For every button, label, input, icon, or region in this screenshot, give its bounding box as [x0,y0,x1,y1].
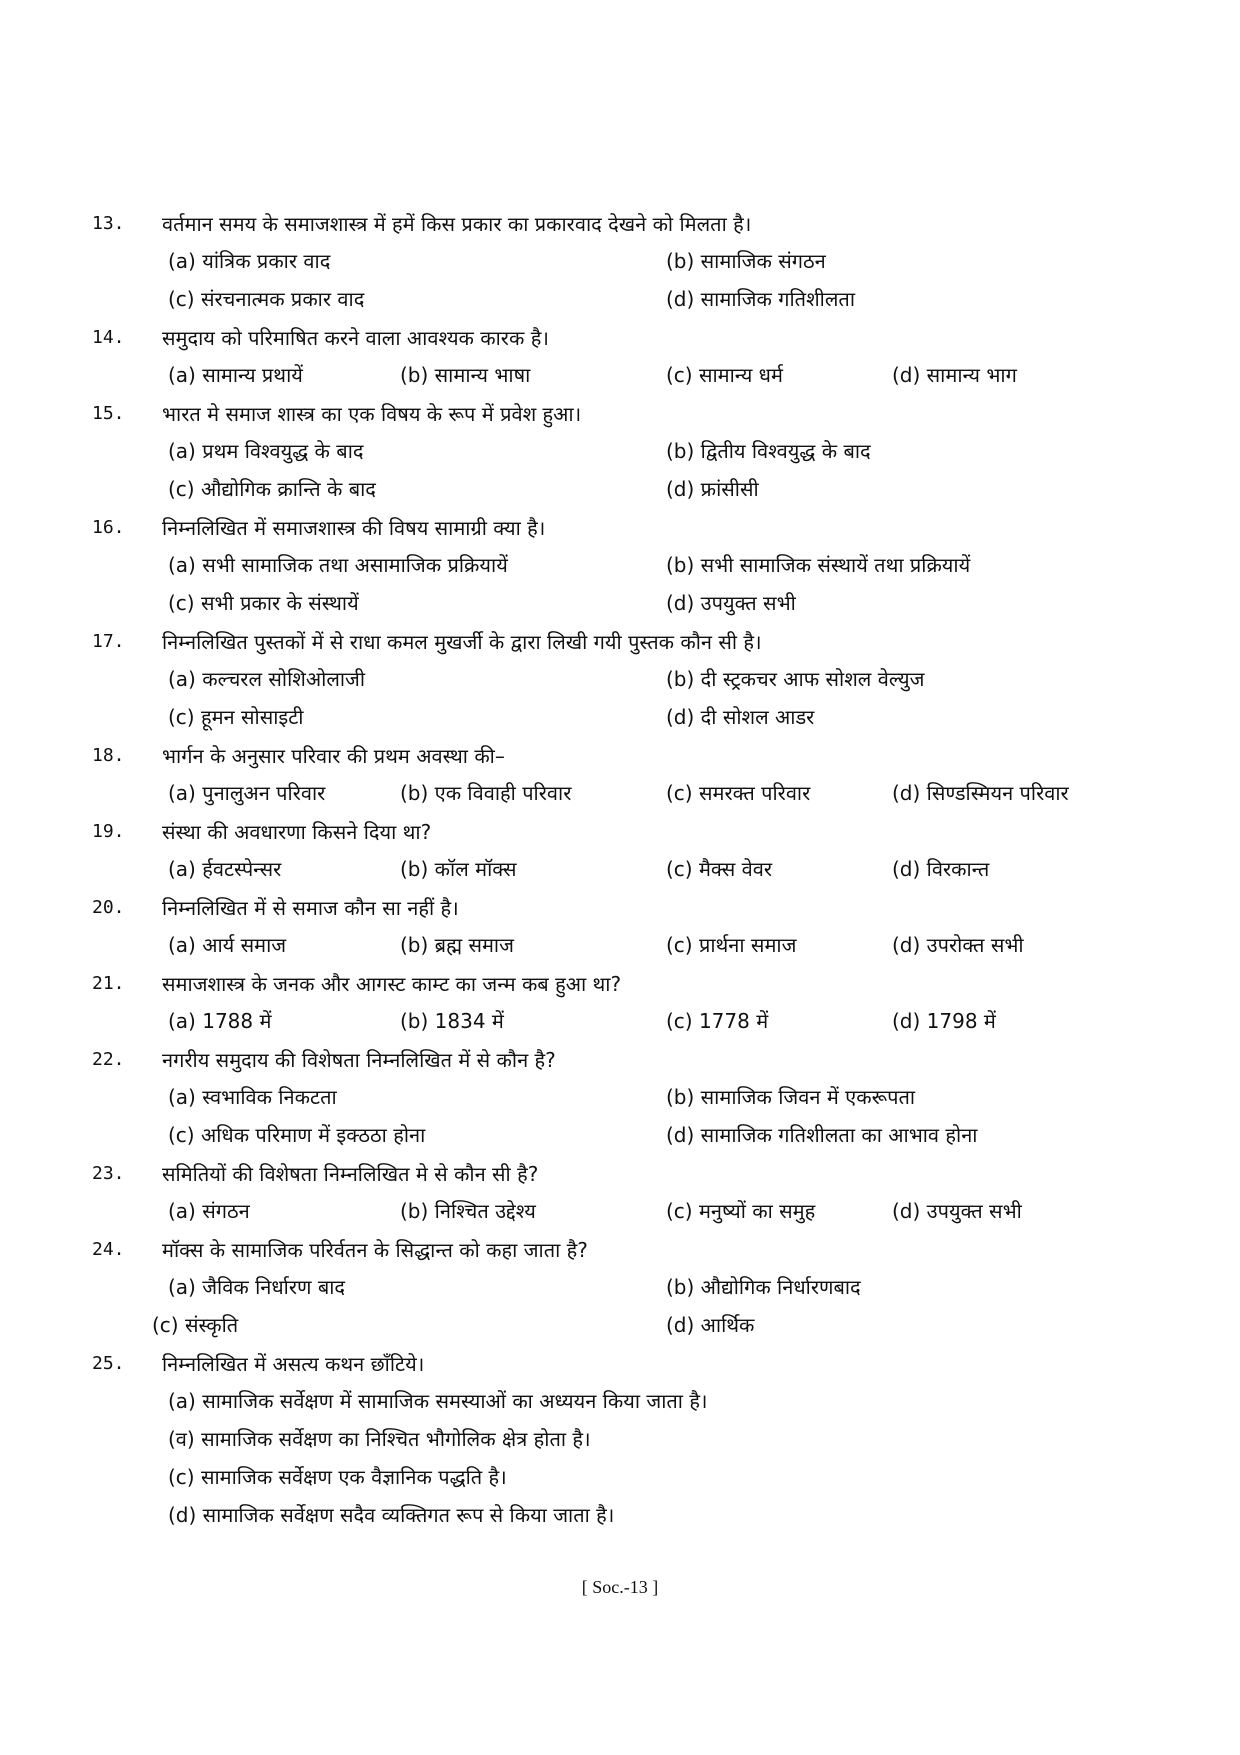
question-text: संस्था की अवधारणा किसने दिया था? [162,819,432,844]
question-22-line [92,1040,1152,1078]
option-row [92,242,1152,280]
option-b: (b) ब्रह्म समाज [400,933,514,957]
question-14-line [92,318,1152,356]
option-row [92,1458,1152,1496]
option-d: (d) सामाजिक गतिशीलता का आभाव होना [666,1123,978,1147]
question-text: वर्तमान समय के समाजशास्त्र में हमें किस प्रकार का प्रकारवाद देखने को मिलता है। [162,211,752,236]
option-row [92,1002,1152,1040]
option-a: (a) सभी सामाजिक तथा असामाजिक प्रक्रियायें [168,553,508,577]
question-text: निम्नलिखित में से समाज कौन सा नहीं है। [162,895,459,920]
question-text: समाजशास्त्र के जनक और आगस्ट काम्ट का जन्म कब हुआ था? [162,971,622,996]
question-25-line [92,1344,1152,1382]
question-13-line [92,204,1152,242]
option-c: (c) समरक्त परिवार [666,781,811,805]
question-list [92,204,1152,1534]
question-19-line [92,812,1152,850]
question-14 [92,318,1152,394]
option-row [92,280,1152,318]
question-number: 24. [92,1238,125,1260]
option-row [92,774,1152,812]
option-b: (व) सामाजिक सर्वेक्षण का निश्चित भौगोलिक क्षेत्र होता है। [168,1427,591,1451]
option-b: (b) औद्योगिक निर्धारणबाद [666,1275,861,1299]
option-d: (d) दी सोशल आडर [666,705,815,729]
question-24 [92,1230,1152,1344]
option-a: (a) कल्चरल सोशिओलाजी [168,667,366,691]
question-number: 20. [92,896,125,918]
option-b: (b) सभी सामाजिक संस्थायें तथा प्रक्रियायें [666,553,971,577]
option-d: (d) विरकान्त [892,857,990,881]
option-c: (c) औद्योगिक क्रान्ति के बाद [168,477,376,501]
option-row [92,432,1152,470]
question-text: निम्नलिखित में समाजशास्त्र की विषय सामाग्री क्या है। [162,515,546,540]
option-a: (a) 1788 में [168,1009,272,1033]
question-text: निम्नलिखित पुस्तकों में से राधा कमल मुखर्जी के द्वारा लिखी गयी पुस्तक कौन सी है। [162,629,762,654]
question-19 [92,812,1152,888]
option-d: (d) सामाजिक गतिशीलता [666,287,855,311]
question-text: समितियों की विशेषता निम्नलिखित मे से कौन सी है? [162,1161,539,1186]
option-row [92,660,1152,698]
option-a: (a) पुनालुअन परिवार [168,781,326,805]
option-row [92,1496,1152,1534]
question-23-line [92,1154,1152,1192]
option-b: (b) सामान्य भाषा [400,363,531,387]
question-21-line [92,964,1152,1002]
question-number: 22. [92,1048,125,1070]
question-text: भार्गन के अनुसार परिवार की प्रथम अवस्था की– [162,743,505,768]
option-a: (a) संगठन [168,1199,250,1223]
option-a: (a) आर्य समाज [168,933,287,957]
option-b: (b) निश्चित उद्देश्य [400,1199,536,1223]
option-d: (d) फ्रांसीसी [666,477,759,501]
option-a: (a) सामाजिक सर्वेक्षण में सामाजिक समस्याओं का अध्ययन किया जाता है। [168,1389,708,1413]
option-row [92,850,1152,888]
question-25 [92,1344,1152,1534]
option-c: (c) मैक्स वेवर [666,857,772,881]
option-b: (b) दी स्ट्रकचर आफ सोशल वेल्युज [666,667,925,691]
option-b: (b) एक विवाही परिवार [400,781,572,805]
option-c: (c) सामाजिक सर्वेक्षण एक वैज्ञानिक पद्धति है। [168,1465,507,1489]
option-row [92,1382,1152,1420]
question-21 [92,964,1152,1040]
option-d: (d) उपरोक्त सभी [892,933,1024,957]
option-row [92,926,1152,964]
option-a: (a) र्हवटस्पेन्सर [168,857,282,881]
option-row [92,1116,1152,1154]
question-20 [92,888,1152,964]
option-c: (c) सामान्य धर्म [666,363,783,387]
question-text: नगरीय समुदाय की विशेषता निम्नलिखित में से कौन है? [162,1047,556,1072]
option-d: (d) सामान्य भाग [892,363,1017,387]
question-17 [92,622,1152,736]
question-15 [92,394,1152,508]
question-number: 14. [92,326,125,348]
question-17-line [92,622,1152,660]
question-16 [92,508,1152,622]
question-number: 19. [92,820,125,842]
question-number: 18. [92,744,125,766]
question-number: 13. [92,212,125,234]
option-c: (c) संस्कृति [152,1313,239,1337]
option-b: (b) कॉल मॉक्स [400,857,517,881]
option-d: (d) आर्थिक [666,1313,755,1337]
option-d: (d) उपयुक्त सभी [892,1199,1022,1223]
question-18 [92,736,1152,812]
option-a: (a) स्वभाविक निकटता [168,1085,337,1109]
option-row [92,584,1152,622]
option-a: (a) जैविक निर्धारण बाद [168,1275,346,1299]
option-row [92,470,1152,508]
option-c: (c) अधिक परिमाण में इक्ठठा होना [168,1123,426,1147]
question-16-line [92,508,1152,546]
question-number: 25. [92,1352,125,1374]
question-text: समुदाय को परिमाषित करने वाला आवश्यक कारक है। [162,325,549,350]
option-row [92,1306,1152,1344]
question-number: 21. [92,972,125,994]
option-a: (a) सामान्य प्रथायें [168,363,303,387]
question-15-line [92,394,1152,432]
question-number: 23. [92,1162,125,1184]
option-c: (c) सभी प्रकार के संस्थायें [168,591,359,615]
option-d: (d) सिण्डस्मियन परिवार [892,781,1069,805]
option-a: (a) यांत्रिक प्रकार वाद [168,249,331,273]
question-24-line [92,1230,1152,1268]
option-row [92,356,1152,394]
question-22 [92,1040,1152,1154]
option-a: (a) प्रथम विश्वयुद्ध के बाद [168,439,364,463]
option-d: (d) उपयुक्त सभी [666,591,796,615]
question-20-line [92,888,1152,926]
option-row [92,1192,1152,1230]
question-number: 16. [92,516,125,538]
option-d: (d) सामाजिक सर्वेक्षण सदैव व्यक्तिगत रूप से किया जाता है। [168,1503,615,1527]
option-row [92,546,1152,584]
question-number: 15. [92,402,125,424]
option-c: (c) संरचनात्मक प्रकार वाद [168,287,365,311]
question-text: मॉक्स के सामाजिक परिर्वतन के सिद्धान्त को कहा जाता है? [162,1237,588,1262]
question-number: 17. [92,630,125,652]
question-text: निम्नलिखित में असत्य कथन छाँटिये। [162,1351,425,1376]
question-13 [92,204,1152,318]
page-footer: [ Soc.-13 ] [581,1577,659,1597]
question-text: भारत मे समाज शास्त्र का एक विषय के रूप में प्रवेश हुआ। [162,401,582,426]
option-c: (c) मनुष्यों का समुह [666,1199,816,1223]
question-18-line [92,736,1152,774]
option-row [92,1078,1152,1116]
option-b: (b) सामाजिक संगठन [666,249,826,273]
option-row [92,1268,1152,1306]
option-row [92,1420,1152,1458]
option-c: (c) 1778 में [666,1009,769,1033]
question-23 [92,1154,1152,1230]
option-b: (b) 1834 में [400,1009,504,1033]
option-b: (b) द्वितीय विश्वयुद्ध के बाद [666,439,871,463]
option-c: (c) हूमन सोसाइटी [168,705,304,729]
option-c: (c) प्रार्थना समाज [666,933,797,957]
option-d: (d) 1798 में [892,1009,996,1033]
option-row [92,698,1152,736]
option-b: (b) सामाजिक जिवन में एकरूपता [666,1085,916,1109]
